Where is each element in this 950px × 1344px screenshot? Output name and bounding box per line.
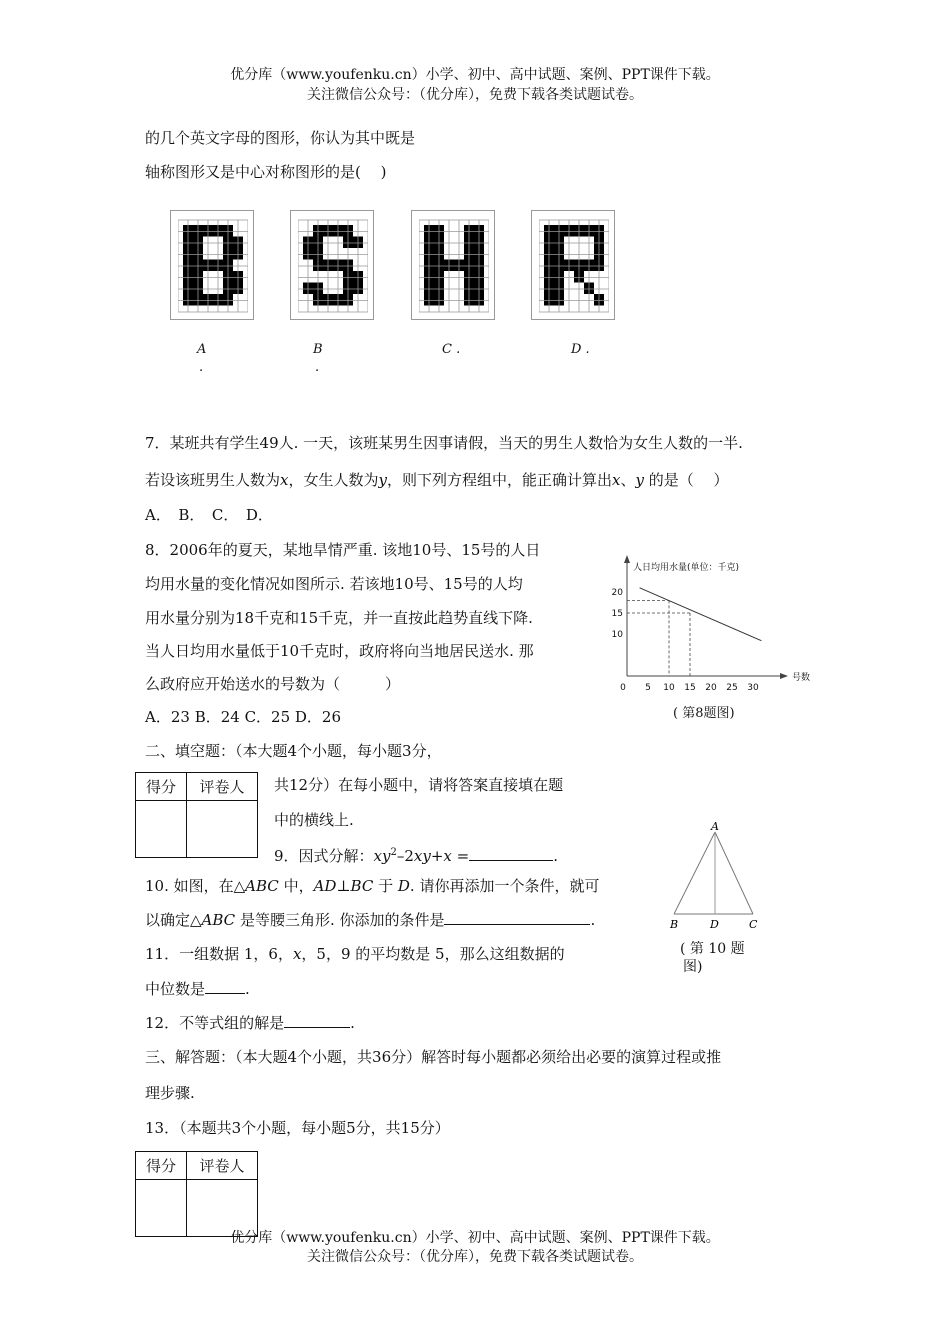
letter-s-grid-icon: [298, 219, 368, 313]
score-header: 得分: [136, 1152, 187, 1180]
q10-answer-blank[interactable]: [444, 910, 590, 925]
option-c-letter-figure[interactable]: [411, 210, 495, 320]
q11-line-2: 中位数是 .: [145, 980, 250, 998]
x-tick-label: 15: [684, 683, 696, 693]
x-tick-label: 10: [663, 683, 675, 693]
score-cell[interactable]: [136, 1180, 187, 1237]
x-tick-label: 30: [747, 683, 759, 693]
option-a-dot: .: [199, 360, 204, 375]
q8-line-3: 用水量分别为18千克和15千克，并一直按此趋势直线下降.: [145, 609, 533, 627]
vertex-c-label: C: [749, 918, 758, 931]
q10-line-2: 以确定△ABC 是等腰三角形. 你添加的条件是 .: [145, 911, 596, 929]
x-tick-label: 5: [645, 683, 651, 693]
x-tick-label: 25: [726, 683, 738, 693]
letter-r-grid-icon: [539, 219, 609, 313]
q12-line: 12．不等式组的解是 .: [145, 1014, 355, 1032]
x-axis-label: 号数: [792, 673, 811, 683]
section-3-line-2: 理步骤.: [145, 1084, 195, 1102]
q9-line: 9．因式分解：$xy^2-2xy+x$ = .: [274, 847, 559, 865]
y-tick-label: 20: [611, 588, 623, 598]
footer-line-2: 关注微信公众号：（优分库），免费下载各类试题试卷。: [307, 1249, 643, 1265]
header-line-1: 优分库（www.youfenku.cn）小学、初中、高中试题、案例、PPT课件下载。: [230, 67, 720, 83]
option-d-label: D .: [571, 342, 590, 357]
y-tick-label: 10: [611, 630, 623, 640]
q7-line-1: 7．某班共有学生49人. 一天，该班某男生因事请假，当天的男生人数恰为女生人数的一半.: [145, 434, 743, 452]
grader-header: 评卷人: [187, 773, 258, 801]
letter-h-grid-icon: [419, 219, 489, 313]
y-axis-label: 人日均用水量(单位：千克): [633, 563, 740, 573]
y-tick-label: 15: [611, 609, 623, 619]
option-c-label: C .: [442, 342, 461, 357]
q6-line-2: 轴称图形又是中心对称图形的是( ): [145, 163, 387, 181]
q9-answer-blank[interactable]: [469, 846, 553, 861]
q8-line-4: 当人日均用水量低于10千克时，政府将向当地居民送水. 那: [145, 642, 534, 660]
vertex-d-label: D: [710, 918, 719, 931]
series-line: [640, 588, 762, 641]
q8-figure-caption: ( 第8题图): [673, 706, 735, 721]
footer-line-1: 优分库（www.youfenku.cn）小学、初中、高中试题、案例、PPT课件下载。: [230, 1230, 720, 1246]
triangle-abc-figure: [665, 818, 765, 936]
q8-options: A．23 B．24 C．25 D．26: [145, 708, 342, 726]
q8-line-2: 均用水量的变化情况如图所示. 若该地10号、15号的人均: [145, 575, 523, 593]
q7-options: A． B． C． D．: [145, 506, 273, 524]
q13-line: 13．（本题共3个小题，每小题5分，共15分）: [145, 1119, 450, 1137]
option-b-letter-figure[interactable]: [290, 210, 374, 320]
q10-line-1: 10. 如图，在△ABC 中，AD⊥BC 于 D. 请你再添加一个条件，就可: [145, 877, 600, 895]
option-a-letter-figure[interactable]: [170, 210, 254, 320]
section-3-line-1: 三、解答题：（本大题4个小题，共36分）解答时每小题都必须给出必要的演算过程或推: [145, 1048, 722, 1066]
grader-cell[interactable]: [187, 1180, 258, 1237]
water-usage-chart: [605, 552, 835, 702]
option-d-letter-figure[interactable]: [531, 210, 615, 320]
q6-line-1: 的几个英文字母的图形，你认为其中既是: [145, 129, 416, 147]
q12-answer-blank[interactable]: [284, 1013, 350, 1028]
score-table-1: [135, 772, 258, 858]
q8-line-5: 么政府应开始送水的号数为（ ）: [145, 675, 401, 693]
grader-header: 评卷人: [187, 1152, 258, 1180]
q11-line-1: 11．一组数据 1，6，x，5，9 的平均数是 5，那么这组数据的: [145, 945, 565, 963]
vertex-a-label: A: [711, 820, 719, 833]
header-line-2: 关注微信公众号：（优分库），免费下载各类试题试卷。: [307, 87, 643, 103]
x-tick-label: 0: [620, 683, 626, 693]
vertex-b-label: B: [670, 918, 679, 931]
section-2-cont-1: 共12分）在每小题中，请将答案直接填在题: [274, 776, 564, 794]
option-a-label: A: [197, 342, 207, 357]
letter-b-grid-icon: [178, 219, 248, 313]
score-cell[interactable]: [136, 801, 187, 858]
q8-line-1: 8．2006年的夏天，某地旱情严重. 该地10号、15号的人日: [145, 541, 541, 559]
option-b-label: B: [313, 342, 323, 357]
score-header: 得分: [136, 773, 187, 801]
q10-caption-1: ( 第 10 题: [680, 941, 745, 957]
score-table-2: [135, 1151, 258, 1237]
q10-caption-2: 图): [683, 959, 703, 975]
grader-cell[interactable]: [187, 801, 258, 858]
section-2-cont-2: 中的横线上.: [274, 811, 354, 829]
section-2-title: 二、填空题：（本大题4个小题，每小题3分，: [145, 742, 442, 760]
q7-line-2: 若设该班男生人数为x，女生人数为y，则下列方程组中，能正确计算出x、y 的是（ ）: [145, 471, 729, 489]
option-b-dot: .: [315, 360, 320, 375]
y-axis-arrow-icon: [624, 555, 630, 563]
x-tick-label: 20: [705, 683, 717, 693]
q11-answer-blank[interactable]: [205, 979, 245, 994]
x-axis-arrow-icon: [780, 673, 788, 679]
